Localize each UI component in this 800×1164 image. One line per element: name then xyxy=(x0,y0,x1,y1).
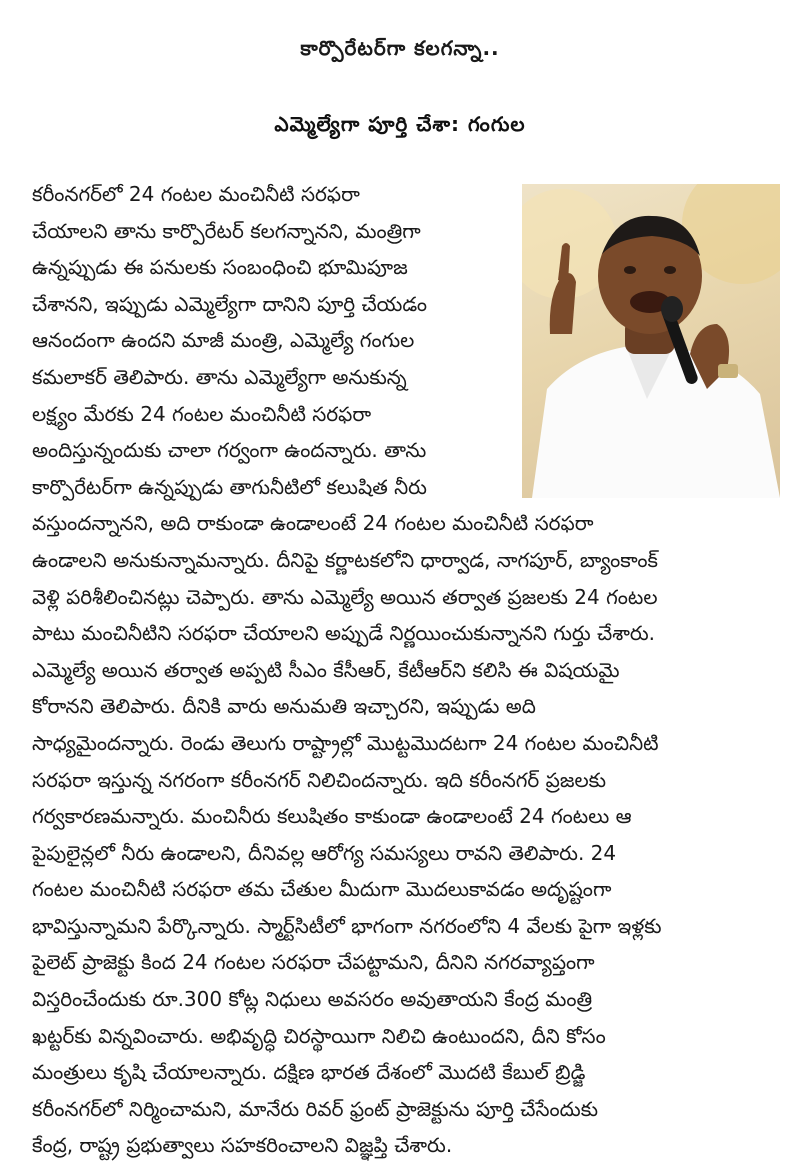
article-line: ఆనందంగా ఉందని మాజీ మంత్రి, ఎమ్మెల్యే గంగుల xyxy=(32,328,415,353)
article-line: పాటు మంచినీటిని సరఫరా చేయాలని అప్పుడే నిర్ణయించుకున్నానని గుర్తు చేశారు. xyxy=(32,621,655,646)
article-headline: ఎమ్మెల్యేగా పూర్తి చేశా: గంగుల xyxy=(274,112,526,136)
article-line: పైపులైన్లలో నీరు ఉండాలని, దీనివల్ల ఆరోగ్య సమస్యలు రావని తెలిపారు. 24 xyxy=(32,840,617,865)
article-line: లక్ష్యం మేరకు 24 గంటల మంచినీటి సరఫరా xyxy=(32,401,372,426)
article-line: కోరానని తెలిపారు. దీనికి వారు అనుమతి ఇచ్చారని, ఇప్పుడు అది xyxy=(32,694,536,719)
article-line: ఉన్నప్పుడు ఈ పనులకు సంబంధించి భూమిపూజ xyxy=(32,255,408,280)
article-line: ఎమ్మెల్యే అయిన తర్వాత అప్పటి సీఎం కేసీఆర్, కేటీఆర్‌ని కలిసి ఈ విషయమై xyxy=(32,657,620,682)
article-line: కరీంనగర్‌లో 24 గంటల మంచినీటి సరఫరా xyxy=(32,182,360,206)
article-line: వస్తుందన్నానని, అది రాకుండా ఉండాలంటే 24 గంటల మంచినీటి సరఫరా xyxy=(32,511,594,536)
article-line: కేంద్ర, రాష్ట్ర ప్రభుత్వాలు సహకరించాలని విజ్ఞప్తి చేశారు. xyxy=(32,1133,453,1158)
article-line: కార్పొరేటర్‌గా ఉన్నప్పుడు తాగునీటిలో కలుషిత నీరు xyxy=(32,474,427,499)
article-line: గర్వకారణమన్నారు. మంచినీరు కలుషితం కాకుండా ఉండాలంటే 24 గంటలు ఆ xyxy=(32,804,632,829)
article-line: సరఫరా ఇస్తున్న నగరంగా కరీంనగర్ నిలిచిందన్నారు. ఇది కరీంనగర్ ప్రజలకు xyxy=(32,767,606,792)
article-line: చేశానని, ఇప్పుడు ఎమ్మెల్యేగా దానిని పూర్తి చేయడం xyxy=(32,291,428,316)
article-line: మంత్రులు కృషి చేయాలన్నారు. దక్షిణ భారత దేశంలో మొదటి కేబుల్ బ్రిడ్జి xyxy=(32,1060,586,1085)
article-line: వెళ్లి పరిశీలించినట్లు చెప్పారు. తాను ఎమ్మెల్యే అయిన తర్వాత ప్రజలకు 24 గంటల xyxy=(32,584,658,609)
article-line: ఉండాలని అనుకున్నామన్నారు. దీనిపై కర్ణాటకలోని ధార్వాడ, నాగపూర్, బ్యాంకాంక్ xyxy=(32,547,658,572)
article-line: కమలాకర్ తెలిపారు. తాను ఎమ్మెల్యేగా అనుకున్న xyxy=(32,364,407,389)
article-line: ఖట్టర్‌కు విన్నవించారు. అభివృద్ధి చిరస్థాయిగా నిలిచి ఉంటుందని, దీని కోసం xyxy=(32,1023,606,1048)
article-kicker: కార్పొరేటర్‌గా కలగన్నా.. xyxy=(300,36,500,60)
article-line: గంటల మంచినీటి సరఫరా తమ చేతుల మీదుగా మొదలుకావడం అదృష్టంగా xyxy=(32,877,612,902)
article-line: సాధ్యమైందన్నారు. రెండు తెలుగు రాష్ట్రాల్లో మొట్టమొదటగా 24 గంటల మంచినీటి xyxy=(32,730,659,755)
article-line: అందిస్తున్నందుకు చాలా గర్వంగా ఉందన్నారు. తాను xyxy=(32,438,427,463)
article-line: విస్తరించేందుకు రూ.300 కోట్ల నిధులు అవసరం అవుతాయని కేంద్ర మంత్రి xyxy=(32,987,593,1012)
article-line: చేయాలని తాను కార్పొరేటర్ కలగన్నానని, మంత్రిగా xyxy=(32,218,421,243)
article-line: పైలెట్ ప్రాజెక్టు కింద 24 గంటల సరఫరా చేపట్టామని, దీనిని నగరవ్యాప్తంగా xyxy=(32,950,595,975)
article-line: భావిస్తున్నామని పేర్కొన్నారు. స్మార్ట్‌సిటీలో భాగంగా నగరంలోని 4 వేలకు పైగా ఇళ్లకు xyxy=(32,913,662,938)
article-line: కరీంనగర్‌లో నిర్మించామని, మానేరు రివర్ ఫ్రంట్ ప్రాజెక్టును పూర్తి చేసేందుకు xyxy=(32,1096,599,1121)
article-body xyxy=(32,176,772,1164)
